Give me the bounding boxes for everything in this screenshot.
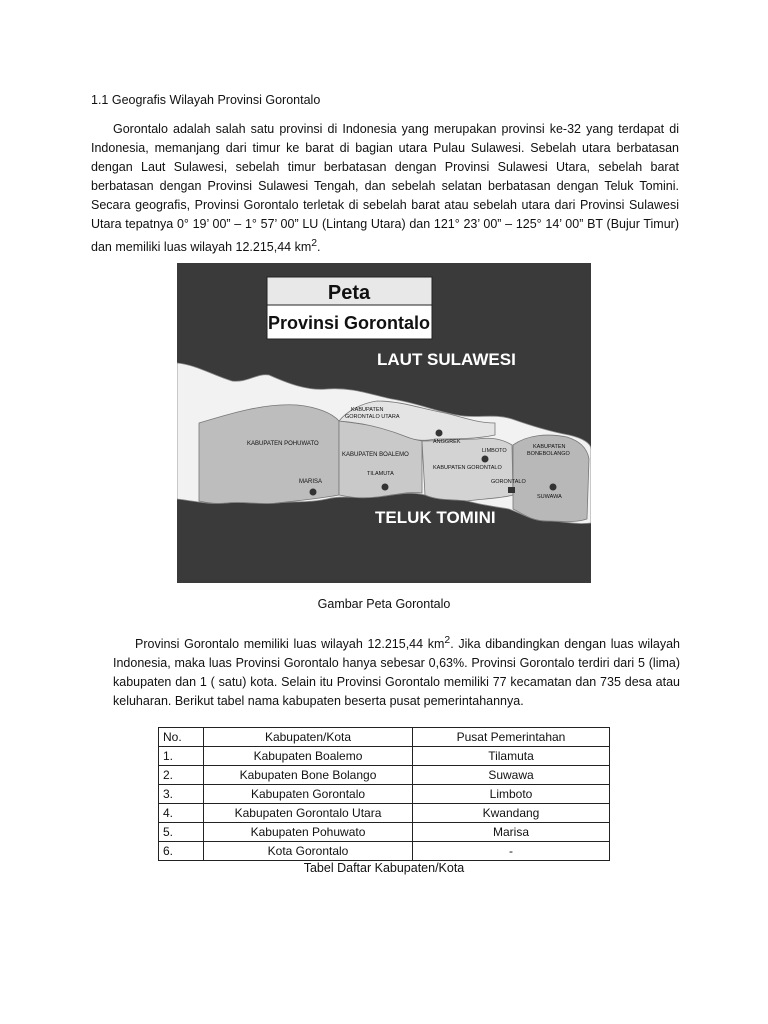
table-cell-pusat: Limboto <box>413 785 610 804</box>
table-cell-pusat: Marisa <box>413 823 610 842</box>
table-row <box>159 842 610 861</box>
table-row <box>159 804 610 823</box>
region-label-gorut-1: KABUPATEN <box>351 407 384 413</box>
table-cell-no: 5. <box>159 823 204 842</box>
city-label-limboto: LIMBOTO <box>482 448 507 454</box>
table-header-no: No. <box>159 728 204 747</box>
section-heading: 1.1 Geografis Wilayah Provinsi Gorontalo <box>91 93 321 107</box>
region-pohuwato <box>199 405 339 504</box>
table-row <box>159 766 610 785</box>
region-label-gorut-2: GORONTALO UTARA <box>345 414 400 420</box>
map-svg <box>177 263 591 583</box>
table-row <box>159 823 610 842</box>
superscript-2: 2 <box>311 238 318 249</box>
sea-label-north: LAUT SULAWESI <box>377 350 516 369</box>
city-label-gorontalo: GORONTALO <box>491 479 526 485</box>
table-header-pusat: Pusat Pemerintahan <box>413 728 610 747</box>
region-label-boalemo: KABUPATEN BOALEMO <box>342 452 409 458</box>
paragraph-geography-end: . <box>317 240 321 255</box>
table-cell-kabupaten: Kota Gorontalo <box>204 842 413 861</box>
table-header-kabupaten: Kabupaten/Kota <box>204 728 413 747</box>
kabupaten-table <box>158 727 610 861</box>
region-label-pohuwato: KABUPATEN POHUWATO <box>247 441 319 447</box>
paragraph-geography-text: Gorontalo adalah salah satu provinsi di Indonesia yang merupakan provinsi ke-32 yang terdapat di Indonesia, memanjang dari timur ke barat di bagian utara Pulau Sulawesi. Sebelah utara berbatasan dengan Laut Sulawesi, sebelah timur berbatasan dengan Provinsi Sulawesi Utara, sebelah barat berbatasan dengan Provinsi Sulawesi Tengah, dan sebelah selatan berbatasan dengan Teluk Tomini. Secara geografis, Provinsi Gorontalo terletak di sebelah barat atau sebelah utara dari Provinsi Sulawesi Utara tepatnya 0° 19’ 00” – 1° 57’ 00” LU (Lintang Utara) dan 121° 23’ 00” – 125° 14’ 00” BT (Bujur Timur) dan memiliki luas wilayah 12.215,44 km <box>91 122 679 255</box>
region-label-bonbol-1: KABUPATEN <box>533 444 566 450</box>
table-cell-no: 4. <box>159 804 204 823</box>
map-title-line2: Provinsi Gorontalo <box>267 313 431 333</box>
table-cell-pusat: Tilamuta <box>413 747 610 766</box>
table-cell-pusat: - <box>413 842 610 861</box>
table-cell-kabupaten: Kabupaten Gorontalo Utara <box>204 804 413 823</box>
paragraph-geography <box>91 120 679 257</box>
city-marker-tilamuta <box>382 484 389 491</box>
map-figure <box>177 263 591 583</box>
city-marker-gorontalo <box>508 487 515 493</box>
table-cell-kabupaten: Kabupaten Bone Bolango <box>204 766 413 785</box>
table-header-row <box>159 728 610 747</box>
table-cell-pusat: Suwawa <box>413 766 610 785</box>
table-cell-kabupaten: Kabupaten Boalemo <box>204 747 413 766</box>
table-caption: Tabel Daftar Kabupaten/Kota <box>303 861 465 875</box>
table-cell-no: 6. <box>159 842 204 861</box>
paragraph-area <box>113 631 680 711</box>
table-cell-no: 1. <box>159 747 204 766</box>
table-row <box>159 747 610 766</box>
table-cell-no: 3. <box>159 785 204 804</box>
city-label-marisa: MARISA <box>299 479 323 485</box>
city-marker-suwawa <box>550 484 557 491</box>
map-caption: Gambar Peta Gorontalo <box>317 597 451 611</box>
paragraph-area-text: Provinsi Gorontalo memiliki luas wilayah 12.215,44 km <box>135 637 445 652</box>
table-cell-pusat: Kwandang <box>413 804 610 823</box>
city-marker-limboto <box>482 456 489 463</box>
paragraph-area-rest: . Jika dibandingkan dengan luas wilayah Indonesia, maka luas Provinsi Gorontalo hanya sebesar 0,63%. Provinsi Gorontalo terdiri dari 5 (lima) kabupaten dan 1 ( satu) kota. Selain itu Provinsi Gorontalo memiliki 77 kecamatan dan 735 desa atau keluharan. Berikut tabel nama kabupaten beserta pusat pemerintahannya. <box>113 637 680 709</box>
sea-label-south: TELUK TOMINI <box>375 508 496 527</box>
table-row <box>159 785 610 804</box>
city-marker-marisa <box>310 489 317 496</box>
table-cell-kabupaten: Kabupaten Gorontalo <box>204 785 413 804</box>
table-cell-no: 2. <box>159 766 204 785</box>
city-marker-anggrek <box>436 430 443 437</box>
region-label-bonbol-2: BONEBOLANGO <box>527 451 570 457</box>
table-cell-kabupaten: Kabupaten Pohuwato <box>204 823 413 842</box>
city-label-anggrek: ANGGREK <box>433 439 461 445</box>
region-label-kab-gorontalo: KABUPATEN GORONTALO <box>433 465 502 471</box>
map-title-line1: Peta <box>327 282 371 304</box>
city-label-tilamuta: TILAMUTA <box>367 471 394 477</box>
superscript-2: 2 <box>444 635 451 646</box>
city-label-suwawa: SUWAWA <box>537 494 562 500</box>
